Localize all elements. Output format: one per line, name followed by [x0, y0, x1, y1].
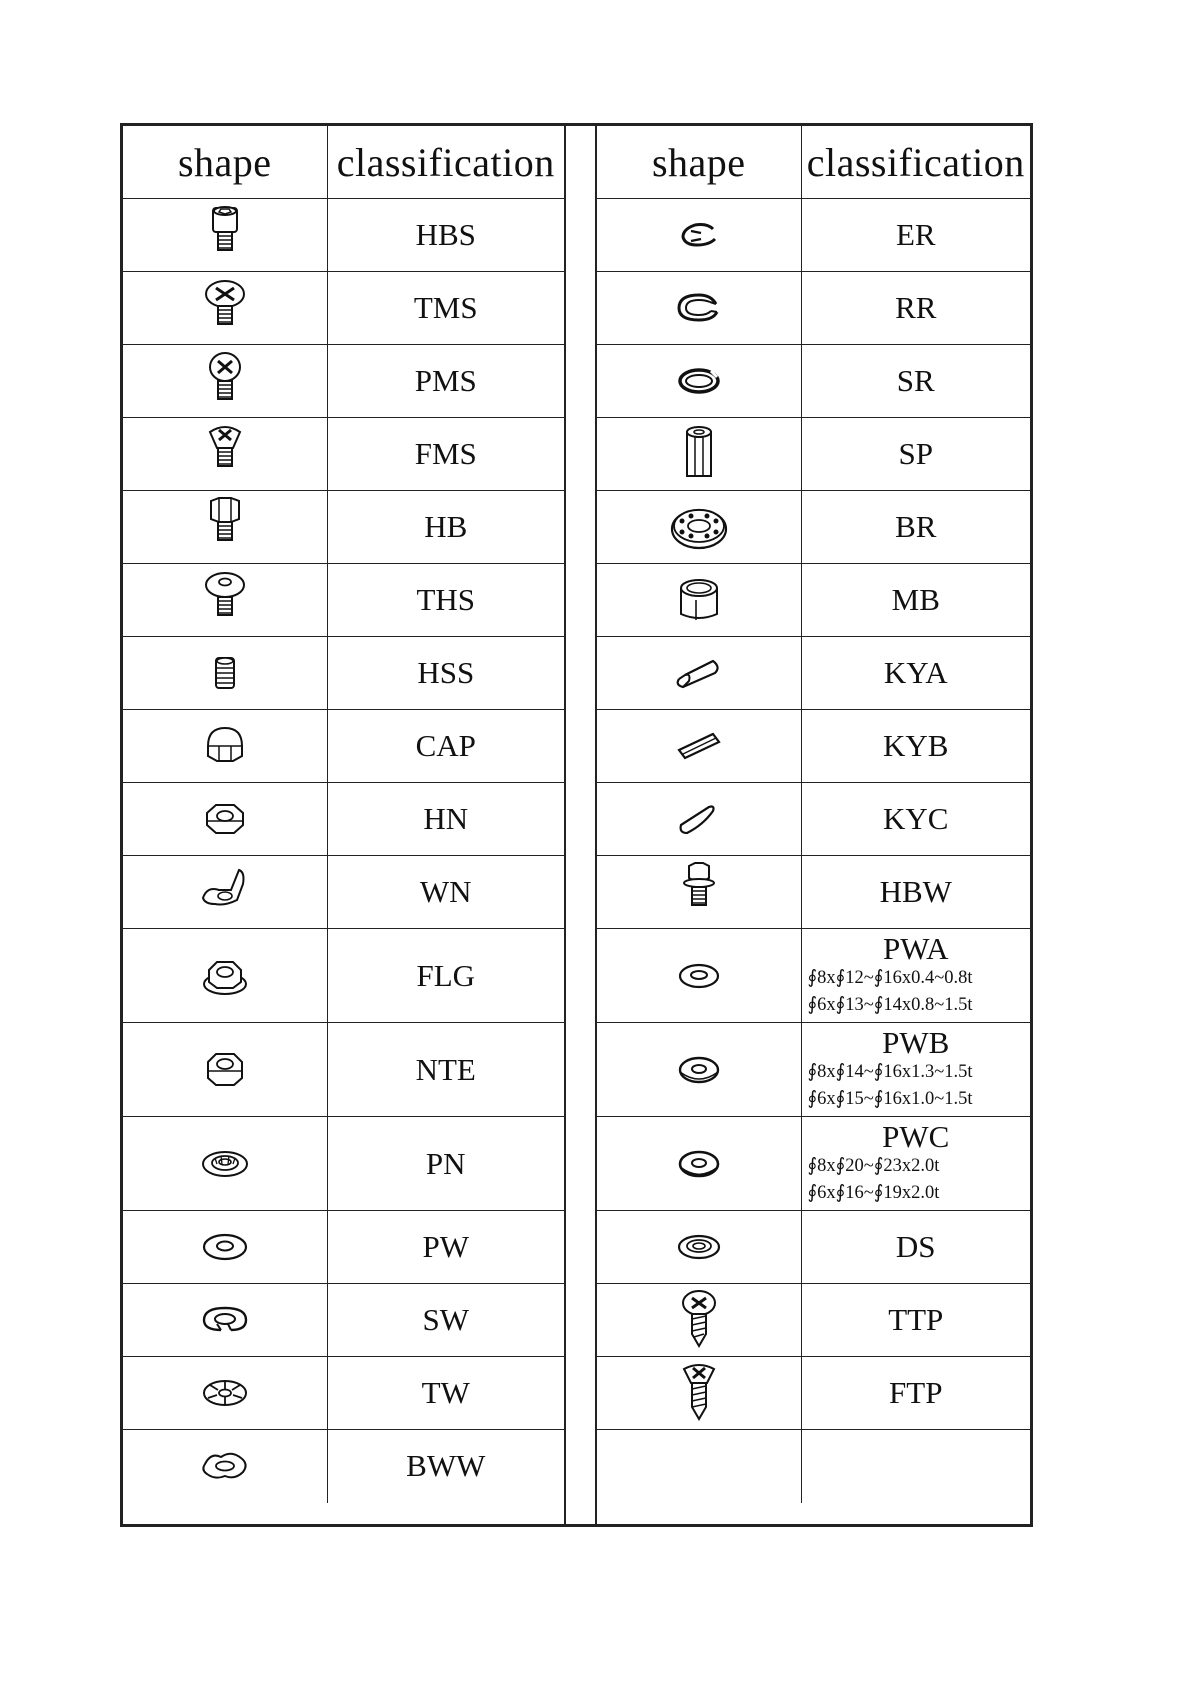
hex-bolt-icon [195, 496, 255, 558]
spacer-pipe-icon [669, 423, 729, 485]
code-cell: PW [327, 1211, 564, 1284]
e-ring-icon [669, 204, 729, 266]
table-row [597, 491, 1030, 564]
nylon-lock-nut-icon [195, 1039, 255, 1101]
table-row [123, 491, 564, 564]
table-row [123, 1430, 564, 1503]
table-row [597, 1023, 1030, 1117]
code-cell: HBS [327, 199, 564, 272]
ball-bearing-icon [669, 496, 729, 558]
table-row [123, 1023, 564, 1117]
code-cell: PN [327, 1117, 564, 1211]
spec-line: ∮8x∮12~∮16x0.4~0.8t [807, 967, 973, 988]
socket-head-cap-screw-icon [195, 204, 255, 266]
table-row [597, 1211, 1030, 1284]
table-row [597, 418, 1030, 491]
table-row [123, 1211, 564, 1284]
spec-line: ∮6x∮15~∮16x1.0~1.5t [807, 1088, 973, 1109]
table-row [597, 199, 1030, 272]
table-row [123, 418, 564, 491]
table-row [123, 564, 564, 637]
retaining-ring-icon [669, 277, 729, 339]
table-row [597, 345, 1030, 418]
washer-a-icon [669, 945, 729, 1007]
table-row [123, 1357, 564, 1430]
code-cell: FMS [327, 418, 564, 491]
flange-nut-icon [195, 945, 255, 1007]
code-cell: NTE [327, 1023, 564, 1117]
table-row [123, 637, 564, 710]
table-row-empty [597, 1430, 1030, 1503]
table-row [123, 710, 564, 783]
cap-nut-icon [195, 715, 255, 777]
code-cell: CAP [327, 710, 564, 783]
code-label: PWB [882, 1024, 950, 1060]
table-row [597, 272, 1030, 345]
table-row [597, 1357, 1030, 1430]
hex-bolt-washer-icon [669, 861, 729, 923]
hex-nut-icon [195, 788, 255, 850]
code-cell-with-specs [801, 929, 1030, 1023]
code-cell: SW [327, 1284, 564, 1357]
code-cell: TMS [327, 272, 564, 345]
table-row [123, 199, 564, 272]
code-cell: TW [327, 1357, 564, 1430]
washer-c-icon [669, 1133, 729, 1195]
table-row [123, 1284, 564, 1357]
column-gap [564, 126, 597, 1524]
empty-code-cell [801, 1430, 1030, 1503]
key-c-icon [669, 788, 729, 850]
table-row [123, 345, 564, 418]
code-cell: THS [327, 564, 564, 637]
table-row [597, 929, 1030, 1023]
table-row [123, 856, 564, 929]
table-row [123, 1117, 564, 1211]
code-cell: TTP [801, 1284, 1030, 1357]
table-row [597, 856, 1030, 929]
table-row [123, 783, 564, 856]
parts-table-left [123, 126, 564, 1503]
code-cell: SR [801, 345, 1030, 418]
toothed-washer-icon [195, 1362, 255, 1424]
spec-line: ∮8x∮14~∮16x1.3~1.5t [807, 1061, 973, 1082]
empty-shape-cell [597, 1430, 801, 1503]
truss-machine-screw-icon [195, 277, 255, 339]
table-row [597, 783, 1030, 856]
hex-set-screw-icon [195, 642, 255, 704]
code-cell: DS [801, 1211, 1030, 1284]
header-classification-right: classification [801, 126, 1030, 199]
header-classification-left: classification [327, 126, 564, 199]
header-shape-left: shape [123, 126, 327, 199]
code-cell: KYA [801, 637, 1030, 710]
code-cell: PMS [327, 345, 564, 418]
code-label: PWC [882, 1118, 950, 1154]
table-row [123, 272, 564, 345]
code-cell: HB [327, 491, 564, 564]
flat-tapping-screw-icon [669, 1362, 729, 1424]
spec-line: ∮6x∮13~∮14x0.8~1.5t [807, 994, 973, 1015]
table-row [123, 929, 564, 1023]
code-cell: HBW [801, 856, 1030, 929]
code-cell: BWW [327, 1430, 564, 1503]
metal-bushing-icon [669, 569, 729, 631]
table-row [597, 1117, 1030, 1211]
pinned-nut-icon [195, 1133, 255, 1195]
code-cell: KYC [801, 783, 1030, 856]
table-row [597, 1284, 1030, 1357]
code-cell-with-specs [801, 1117, 1030, 1211]
code-cell: BR [801, 491, 1030, 564]
code-cell-with-specs [801, 1023, 1030, 1117]
code-cell: FTP [801, 1357, 1030, 1430]
spec-line: ∮8x∮20~∮23x2.0t [807, 1155, 940, 1176]
code-cell: ER [801, 199, 1030, 272]
code-cell: HSS [327, 637, 564, 710]
plain-washer-icon [195, 1216, 255, 1278]
code-cell: WN [327, 856, 564, 929]
table-row [597, 637, 1030, 710]
code-cell: KYB [801, 710, 1030, 783]
flat-machine-screw-icon [195, 423, 255, 485]
code-cell: MB [801, 564, 1030, 637]
code-label: PWA [883, 930, 949, 966]
code-cell: SP [801, 418, 1030, 491]
code-cell: RR [801, 272, 1030, 345]
dish-spacer-icon [669, 1216, 729, 1278]
parts-table-sheet [120, 123, 1033, 1527]
spec-line: ∮6x∮16~∮19x2.0t [807, 1182, 940, 1203]
snap-ring-icon [669, 350, 729, 412]
wave-washer-icon [195, 1435, 255, 1497]
truss-head-screw-icon [195, 569, 255, 631]
spring-washer-icon [195, 1289, 255, 1351]
header-shape-right: shape [597, 126, 801, 199]
code-cell: FLG [327, 929, 564, 1023]
truss-tapping-screw-icon [669, 1289, 729, 1351]
parts-table-right [597, 126, 1030, 1503]
washer-b-icon [669, 1039, 729, 1101]
code-cell: HN [327, 783, 564, 856]
key-a-icon [669, 642, 729, 704]
wing-nut-icon [195, 861, 255, 923]
key-b-icon [669, 715, 729, 777]
table-row [597, 564, 1030, 637]
table-row [597, 710, 1030, 783]
pan-machine-screw-icon [195, 350, 255, 412]
